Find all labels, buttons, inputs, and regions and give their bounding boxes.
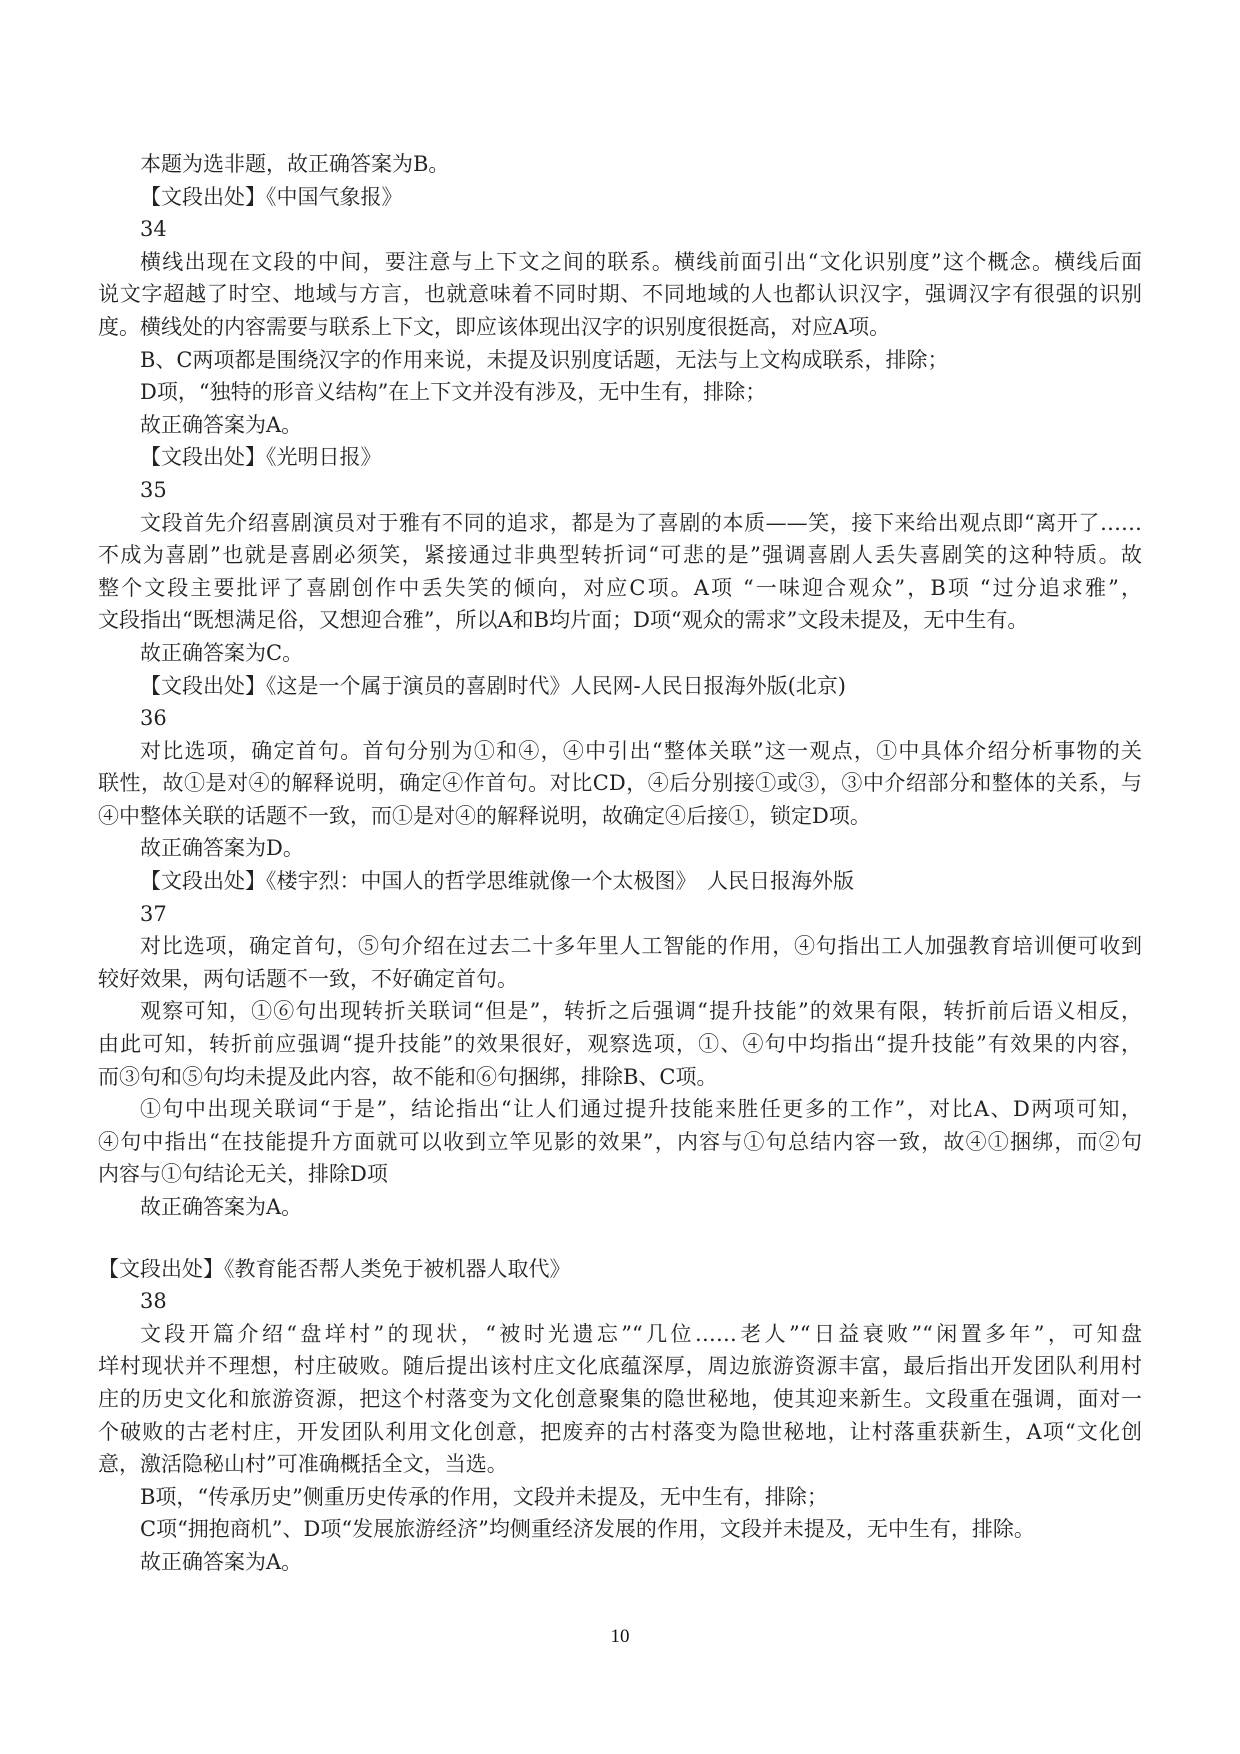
- document-page: [98, 148, 1142, 1579]
- q38-para1-line2: 垟村现状并不理想，村庄破败。随后提出该村庄文化底蕴深厚，周边旅游资源丰富，最后指出开发团队利用村: [98, 1354, 1142, 1379]
- q37-para3-line3: 内容与①句结论无关，排除D项: [98, 1162, 388, 1187]
- answer-line-q35: 故正确答案为C。: [140, 640, 304, 665]
- q37-para3-line2: ④句中指出“在技能提升方面就可以收到立竿见影的效果”，内容与①句总结内容一致，故④①捆绑，而②句: [98, 1129, 1142, 1154]
- question-number-35: 35: [140, 477, 167, 502]
- source-line-q33: 【文段出处】《中国气象报》: [140, 184, 403, 209]
- q35-para1-line3: 整个文段主要批评了喜剧创作中丢失笑的倾向，对应C项。A项 “一味迎合观众”，B项 “过分追求雅”，: [98, 575, 1142, 600]
- page-number: 10: [610, 1626, 630, 1647]
- q38-para1-line5: 意，激活隐秘山村”可准确概括全文，当选。: [98, 1452, 508, 1477]
- q38-para3: C项“拥抱商机”、D项“发展旅游经济”均侧重经济发展的作用，文段并未提及，无中生有，排除。: [140, 1517, 1035, 1542]
- q37-para3-line1: ①句中出现关联词“于是”，结论指出“让人们通过提升技能来胜任更多的工作”，对比A、D两项可知，: [140, 1097, 1142, 1122]
- q34-para1-line1: 横线出现在文段的中间，要注意与上下文之间的联系。横线前面引出“文化识别度”这个概念。横线后面: [140, 249, 1142, 274]
- q36-para1-line2: 联性，故①是对④的解释说明，确定④作首句。对比CD，④后分别接①或③，③中介绍部分和整体的关系，与: [98, 771, 1142, 796]
- q38-para1-line3: 庄的历史文化和旅游资源，把这个村落变为文化创意聚集的隐世秘地，使其迎来新生。文段重在强调，面对一: [98, 1386, 1142, 1411]
- q37-para2-line3: 而③句和⑤句均未提及此内容，故不能和⑥句捆绑，排除B、C项。: [98, 1064, 718, 1089]
- q34-para3: D项，“独特的形音义结构”在上下文并没有涉及，无中生有，排除；: [140, 380, 767, 405]
- source-line-q36: 【文段出处】《楼宇烈：中国人的哲学思维就像一个太极图》 人民日报海外版: [140, 869, 854, 894]
- source-line-q34: 【文段出处】《光明日报》: [140, 445, 382, 470]
- q36-para1-line3: ④中整体关联的话题不一致，而①是对④的解释说明，故确定④后接①，锁定D项。: [98, 803, 871, 828]
- q38-para2: B项，“传承历史”侧重历史传承的作用，文段并未提及，无中生有，排除；: [140, 1484, 828, 1509]
- answer-line-q34: 故正确答案为A。: [140, 412, 303, 437]
- q35-para1-line1: 文段首先介绍喜剧演员对于雅有不同的追求，都是为了喜剧的本质——笑，接下来给出观点即“离开了……: [140, 510, 1142, 535]
- question-number-38: 38: [140, 1289, 167, 1314]
- q34-para2: B、C两项都是围绕汉字的作用来说，未提及识别度话题，无法与上文构成联系，排除；: [140, 347, 949, 372]
- q37-para2-line1: 观察可知，①⑥句出现转折关联词“但是”，转折之后强调“提升技能”的效果有限，转折前后语义相反，: [140, 999, 1142, 1024]
- answer-line-q37: 故正确答案为A。: [140, 1195, 303, 1219]
- q37-para2-line2: 由此可知，转折前应强调“提升技能”的效果很好，观察选项，①、④句中均指出“提升技能”有效果的内容，: [98, 1032, 1142, 1057]
- answer-line-q33: 本题为选非题，故正确答案为B。: [140, 152, 450, 176]
- answer-line-q38: 故正确答案为A。: [140, 1549, 303, 1574]
- question-number-36: 36: [140, 706, 167, 731]
- q36-para1-line1: 对比选项，确定首句。首句分别为①和④，④中引出“整体关联”这一观点，①中具体介绍分析事物的关: [140, 738, 1142, 763]
- answer-line-q36: 故正确答案为D。: [140, 836, 304, 861]
- q35-para1-line2: 不成为喜剧”也就是喜剧必须笑，紧接通过非典型转折词“可悲的是”强调喜剧人丢失喜剧笑的这种特质。故: [98, 543, 1142, 568]
- q37-para1-line1: 对比选项，确定首句，⑤句介绍在过去二十多年里人工智能的作用，④句指出工人加强教育培训便可收到: [140, 934, 1142, 959]
- source-line-q35: 【文段出处】《这是一个属于演员的喜剧时代》人民网-人民日报海外版(北京): [140, 673, 846, 698]
- q35-para1-line4: 文段指出“既想满足俗，又想迎合雅”，所以A和B均片面；D项“观众的需求”文段未提及，无中生有。: [98, 608, 1029, 633]
- blank-spacer: [98, 1224, 1142, 1253]
- q38-para1-line1: 文段开篇介绍“盘垟村”的现状，“被时光遗忘”“几位……老人”“日益衰败”“闲置多年”，可知盘: [140, 1321, 1142, 1346]
- question-number-34: 34: [140, 217, 167, 242]
- source-line-q38: 【文段出处】《教育能否帮人类免于被机器人取代》: [98, 1256, 571, 1281]
- q34-para1-line2: 说文字超越了时空、地域与方言，也就意味着不同时期、不同地域的人也都认识汉字，强调汉字有很强的识别: [98, 282, 1142, 307]
- q34-para1-line3: 度。横线处的内容需要与联系上下文，即应该体现出汉字的识别度很挺高，对应A项。: [98, 314, 891, 339]
- q37-para1-line2: 较好效果，两句话题不一致，不好确定首句。: [98, 966, 518, 991]
- question-number-37: 37: [140, 901, 167, 926]
- q38-para1-line4: 个破败的古老村庄，开发团队利用文化创意，把废弃的古村落变为隐世秘地，让村落重获新生，A项“文化创: [98, 1419, 1142, 1444]
